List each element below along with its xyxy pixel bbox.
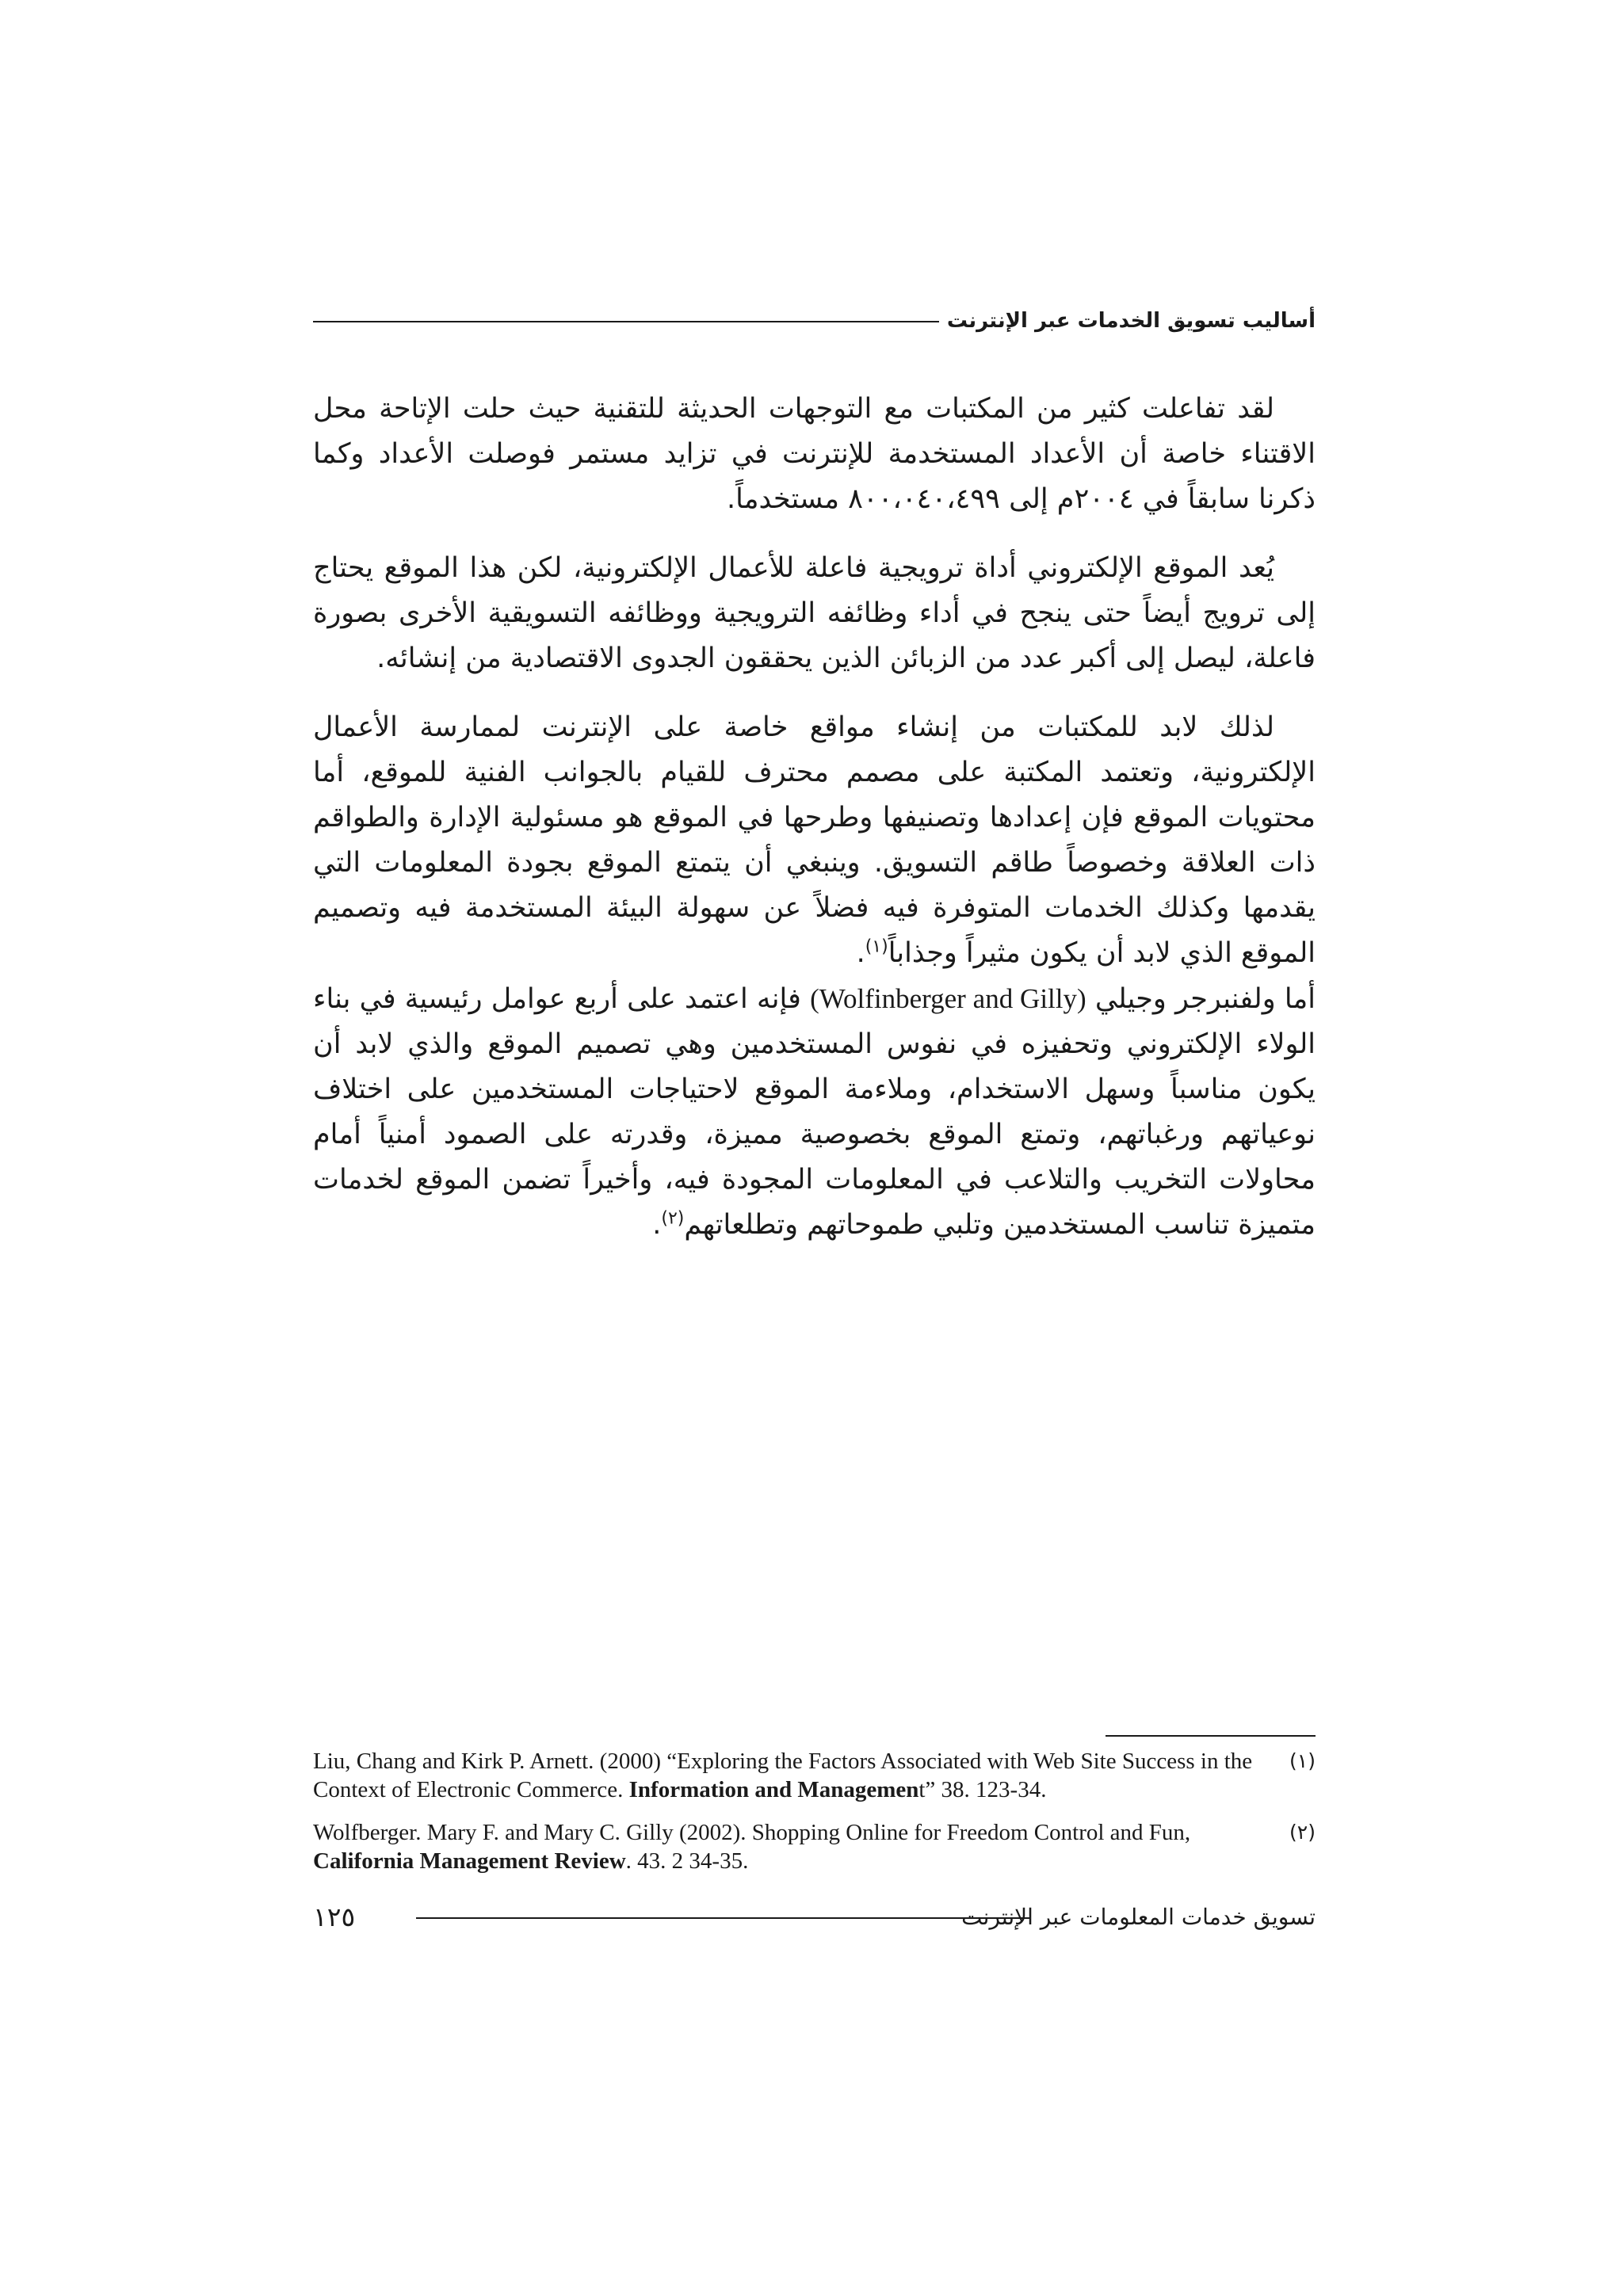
footnote-2-bold: California Management Review <box>313 1848 626 1874</box>
paragraph-4 <box>313 976 1316 1248</box>
footnote-2 <box>313 1818 1316 1875</box>
page-number: ١٢٥ <box>313 1901 356 1932</box>
footnote-2-number: (٢) <box>1289 1821 1316 1844</box>
footnote-1-bold: Information and Managemen <box>628 1777 919 1802</box>
running-header-title: أساليب تسويق الخدمات عبر الإنترنت <box>946 309 1316 333</box>
footnote-ref-1: (١) <box>865 936 888 957</box>
footnote-2-text-a: Wolfberger. Mary F. and Mary C. Gilly (2002). Shopping Online for Freedom Control and Fun, <box>313 1820 1191 1845</box>
footnote-2-text-b: . 43. 2 34-35. <box>625 1848 749 1874</box>
footnote-separator <box>1106 1735 1316 1737</box>
footnote-1-number: (١) <box>1289 1749 1316 1772</box>
footnote-1-text-a: Liu, Chang and Kirk P. Arnett. (2000) “Exploring the Factors Associated with Web Site Success in the Context of Electronic Commerce. <box>313 1749 1253 1802</box>
page-footer <box>313 1895 1316 1943</box>
paragraph-4-latin: (Wolfinberger and Gilly) <box>810 983 1086 1014</box>
footnotes <box>313 1747 1316 1890</box>
body-text <box>313 387 1316 1248</box>
footnote-1 <box>313 1747 1316 1804</box>
book-title: تسويق خدمات المعلومات عبر الإنترنت <box>961 1904 1316 1930</box>
paragraph-4-start: أما ولفنبرجر وجيلي <box>1094 983 1316 1015</box>
paragraph-3 <box>313 705 1316 976</box>
page-footer-rule <box>416 1917 1030 1919</box>
running-header-rule <box>313 321 939 322</box>
paragraph-4-end: . <box>652 1209 662 1241</box>
paragraph-3-end: . <box>856 937 865 969</box>
paragraph-2: يُعد الموقع الإلكتروني أداة ترويجية فاعلة للأعمال الإلكترونية، لكن هذا الموقع يحتاج إلى ترويج أيضاً حتى ينجح في أداء وظائفه الترويجية ووظائفه التسويقية الأخرى بصورة فاعلة، ليصل إلى أكبر عدد من الزبائن الذين يحققون الجدوى الاقتصادية من إنشائه. <box>313 552 1316 674</box>
paragraph-4-rest: فإنه اعتمد على أربع عوامل رئيسية في بناء الولاء الإلكتروني وتحفيزه في نفوس المستخدمين وهي تصميم الموقع والذي لابد أن يكون مناسباً وسهل الاستخدام، وملاءمة الموقع لاحتياجات المستخدمين على اختلاف نوعياتهم ورغباتهم، وتمتع الموقع بخصوصية مميزة، وقدرته على الصمود أمنياً أمام محاولات التخريب والتلاعب في المعلومات المجودة فيه، وأخيراً تضمن الموقع لخدمات متميزة تناسب المستخدمين وتلبي طموحاتهم وتطلعاتهم <box>313 983 1316 1241</box>
paragraph-1: لقد تفاعلت كثير من المكتبات مع التوجهات الحديثة للتقنية حيث حلت الإتاحة محل الاقتناء خاصة أن الأعداد المستخدمة للإنترنت في تزايد مستمر فوصلت الأعداد وكما ذكرنا سابقاً في ٢٠٠٤م إلى ٨٠٠،٠٤٠،٤٩٩ مستخدماً. <box>313 393 1316 515</box>
footnote-ref-2: (٢) <box>661 1208 685 1229</box>
footnote-1-text-b: t” 38. 123-34. <box>918 1777 1047 1802</box>
paragraph-3-text: لذلك لابد للمكتبات من إنشاء مواقع خاصة على الإنترنت لممارسة الأعمال الإلكترونية، وتعتمد المكتبة على مصمم محترف للقيام بالجوانب الفنية للموقع، أما محتويات الموقع فإن إعدادها وتصنيفها وطرحها في الموقع هو مسئولية الإدارة والطواقم ذات العلاقة وخصوصاً طاقم التسويق. وينبغي أن يتمتع الموقع بجودة المعلومات التي يقدمها وكذلك الخدمات المتوفرة فيه فضلاً عن سهولة البيئة المستخدمة فيه وتصميم الموقع الذي لابد أن يكون مثيراً وجذاباً <box>313 711 1316 969</box>
running-header <box>313 303 1316 338</box>
